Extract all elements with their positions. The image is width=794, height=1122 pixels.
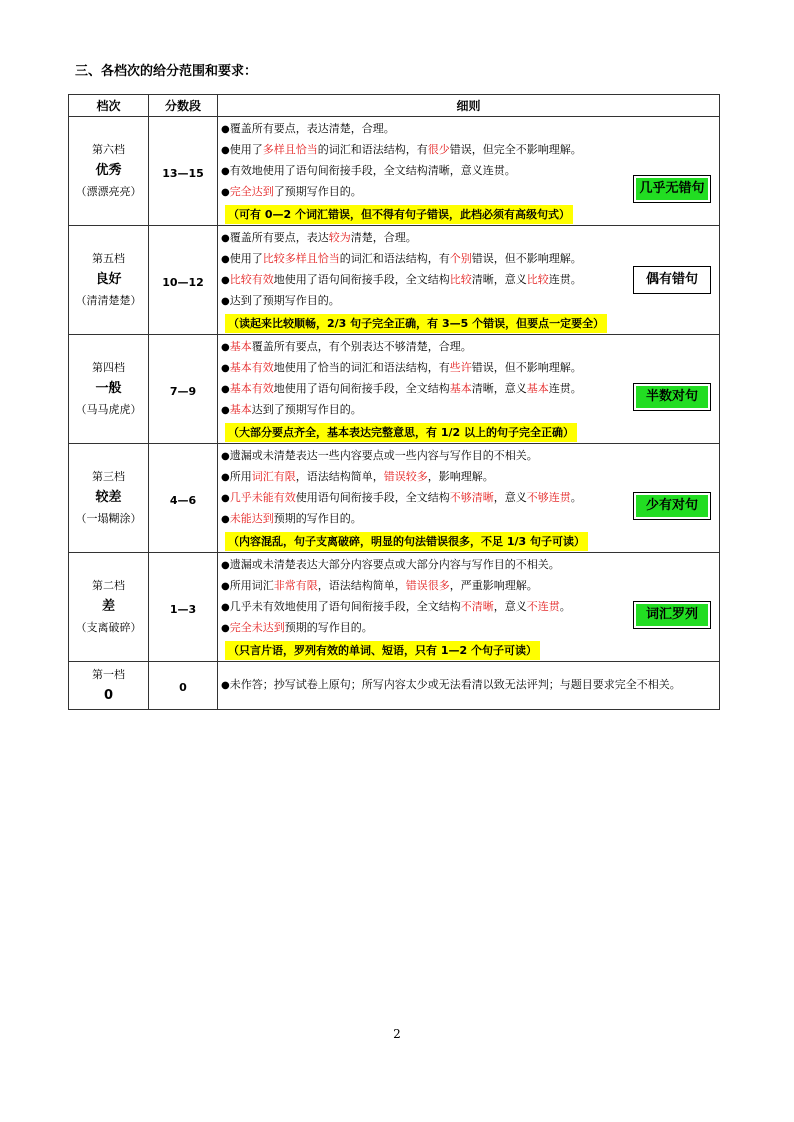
criterion-keyword: 错误较多: [383, 470, 428, 483]
grade-name: 差: [101, 599, 115, 614]
grade-number: 第三档: [92, 470, 125, 483]
criterion-line: [221, 446, 719, 467]
criterion-text: ，意义: [493, 600, 527, 613]
grade-name: 0: [103, 687, 114, 703]
table-row: [69, 553, 720, 662]
bullet-icon: ●: [221, 124, 230, 135]
tag-label: 偶有错句: [636, 269, 708, 291]
bullet-icon: ●: [221, 254, 230, 265]
grade-description: （马马虎虎）: [75, 403, 142, 416]
grade-description: （清清楚楚）: [75, 294, 142, 307]
grade-description: （漂漂亮亮）: [75, 185, 142, 198]
grade-description: （支离破碎）: [75, 621, 142, 634]
criterion-keyword: 很少: [427, 143, 450, 156]
criterion-keyword: 几乎未能有效: [229, 491, 296, 504]
bullet-icon: ●: [221, 363, 230, 374]
tag-label: 少有对句: [636, 495, 708, 517]
bullet-icon: ●: [221, 145, 230, 156]
detail-cell: [218, 444, 720, 553]
criterion-line: [221, 467, 719, 488]
sentence-quality-tag: [633, 601, 711, 629]
header-grade: 档次: [69, 95, 149, 117]
criterion-keyword: 多样且恰当: [262, 143, 318, 156]
highlighted-summary: （可有 0—2 个词汇错误，但不得有句子错误，此档必须有高级句式）: [225, 205, 573, 224]
grade-cell: [69, 335, 149, 444]
grade-cell: [69, 553, 149, 662]
criterion-text: 遗漏或未清楚表达一些内容要点或一些内容与写作目的不相关。: [229, 449, 538, 462]
criterion-keyword: 比较多样且恰当: [262, 252, 340, 265]
criterion-text: 错误，但不影响理解。: [471, 361, 582, 374]
grade-number: 第四档: [92, 361, 125, 374]
criterion-keyword: 比较: [449, 273, 472, 286]
criterion-text: 未作答；抄写试卷上原句；所写内容太少或无法看清以致无法评判；与题目要求完全不相关。: [229, 678, 681, 691]
score-range: 4—6: [169, 493, 197, 507]
grade-number: 第六档: [92, 143, 125, 156]
criterion-text: 地使用了恰当的词汇和语法结构，有: [273, 361, 450, 374]
criterion-text: 的词汇和语法结构，有: [339, 252, 450, 265]
grade-cell: [69, 226, 149, 335]
bullet-icon: ●: [221, 275, 230, 286]
criterion-text: 使用语句间衔接手段，全文结构: [295, 491, 450, 504]
bullet-icon: ●: [221, 451, 230, 462]
table-row: [69, 444, 720, 553]
bullet-icon: ●: [221, 342, 230, 353]
grade-name: 较差: [95, 490, 122, 505]
criterion-text: 达到了预期写作目的。: [251, 403, 362, 416]
grade-description: （一塌糊涂）: [75, 512, 142, 525]
criterion-text: 清晰，意义: [471, 273, 527, 286]
criterion-line: [221, 291, 719, 312]
table-row: [69, 117, 720, 226]
detail-cell: [218, 117, 720, 226]
criterion-line: [221, 119, 719, 140]
criterion-keyword: 基本有效: [229, 361, 274, 374]
criterion-keyword: 完全达到: [229, 185, 274, 198]
bullet-icon: ●: [221, 166, 230, 177]
criterion-keyword: 基本: [229, 403, 252, 416]
sentence-quality-tag: [633, 266, 711, 294]
highlighted-summary: （读起来比较顺畅，2/3 句子完全正确，有 3—5 个错误，但要点一定要全）: [225, 314, 607, 333]
criterion-text: 。: [570, 491, 582, 504]
rubric-table: [68, 94, 720, 710]
bullet-icon: ●: [221, 233, 230, 244]
sentence-quality-tag: [633, 383, 711, 411]
score-range: 13—15: [162, 166, 204, 180]
score-range: 0: [179, 681, 187, 694]
criterion-keyword: 比较有效: [229, 273, 274, 286]
criterion-keyword: 错误很多: [405, 579, 450, 592]
criterion-text: ，语法结构简单，: [295, 470, 384, 483]
criterion-text: 覆盖所有要点，有个别表达不够清楚，合理。: [251, 340, 472, 353]
tag-label: 半数对句: [636, 386, 708, 408]
bullet-icon: ●: [221, 384, 230, 395]
bullet-icon: ●: [221, 296, 230, 307]
criterion-keyword: 基本: [229, 340, 252, 353]
detail-cell: [218, 335, 720, 444]
criterion-text: 有效地使用了语句间衔接手段，全文结构清晰，意义连贯。: [229, 164, 516, 177]
bullet-icon: ●: [221, 405, 230, 416]
criterion-keyword: 些许: [449, 361, 472, 374]
bullet-icon: ●: [221, 493, 230, 504]
grade-cell: [69, 117, 149, 226]
header-score: 分数段: [149, 95, 218, 117]
criterion-keyword: 不连贯: [526, 600, 560, 613]
criterion-text: 覆盖所有要点，表达: [229, 231, 329, 244]
tag-label: 词汇罗列: [636, 604, 708, 626]
criterion-keyword: 个别: [449, 252, 472, 265]
criterion-text: 达到了预期写作目的。: [229, 294, 340, 307]
criterion-line: [221, 358, 719, 379]
criterion-text: ，影响理解。: [427, 470, 494, 483]
criterion-keyword: 不够清晰: [449, 491, 494, 504]
grade-cell: [69, 444, 149, 553]
grade-name: 一般: [95, 381, 122, 396]
tag-label: 几乎无错句: [636, 178, 708, 200]
grade-number: 第五档: [92, 252, 125, 265]
page-number: 2: [393, 1027, 401, 1041]
criterion-text: 所用词汇: [229, 579, 274, 592]
bullet-icon: ●: [221, 680, 230, 691]
score-cell: [149, 553, 218, 662]
sentence-quality-tag: [633, 175, 711, 203]
criterion-keyword: 基本: [449, 382, 472, 395]
criterion-keyword: 基本: [526, 382, 549, 395]
criterion-text: 覆盖所有要点，表达清楚，合理。: [229, 122, 395, 135]
score-range: 1—3: [169, 602, 197, 616]
score-cell: [149, 226, 218, 335]
bullet-icon: ●: [221, 187, 230, 198]
criterion-text: 清晰，意义: [471, 382, 527, 395]
table-row: [69, 226, 720, 335]
score-range: 7—9: [169, 384, 197, 398]
sentence-quality-tag: [633, 492, 711, 520]
score-cell: [149, 335, 218, 444]
criterion-text: 预期的写作目的。: [273, 512, 362, 525]
criterion-text: 地使用了语句间衔接手段，全文结构: [273, 382, 450, 395]
criterion-text: 的词汇和语法结构，有: [317, 143, 428, 156]
grade-number: 第二档: [92, 579, 125, 592]
criterion-text: 使用了: [229, 252, 263, 265]
criterion-line: [221, 140, 719, 161]
criterion-text: 。: [559, 600, 571, 613]
score-cell: [149, 444, 218, 553]
criterion-text: 使用了: [229, 143, 263, 156]
bullet-icon: ●: [221, 514, 230, 525]
criterion-keyword: 非常有限: [273, 579, 318, 592]
bullet-icon: ●: [221, 623, 230, 634]
criterion-keyword: 词汇有限: [251, 470, 296, 483]
criterion-text: 连贯。: [548, 382, 582, 395]
criterion-keyword: 较为: [328, 231, 351, 244]
criterion-keyword: 未能达到: [229, 512, 274, 525]
score-cell: [149, 662, 218, 710]
criterion-keyword: 不够连贯: [526, 491, 571, 504]
grade-cell: [69, 662, 149, 710]
header-detail: 细则: [218, 95, 720, 117]
criterion-text: 遗漏或未清楚表达大部分内容要点或大部分内容与写作目的不相关。: [229, 558, 560, 571]
highlighted-summary: （内容混乱，句子支离破碎，明显的句法错误很多，不足 1/3 句子可读）: [225, 532, 588, 551]
criterion-text: 错误，但不影响理解。: [471, 252, 582, 265]
criterion-line: [221, 337, 719, 358]
grade-number: 第一档: [92, 667, 125, 681]
highlighted-summary: （大部分要点齐全，基本表达完整意思，有 1/2 以上的句子完全正确）: [225, 423, 577, 442]
criterion-text: ，严重影响理解。: [449, 579, 538, 592]
criterion-text: 连贯。: [548, 273, 582, 286]
criterion-line: [221, 555, 719, 576]
table-row: [69, 335, 720, 444]
score-cell: [149, 117, 218, 226]
criterion-text: 了预期写作目的。: [273, 185, 362, 198]
highlighted-summary: （只言片语，罗列有效的单词、短语，只有 1—2 个句子可读）: [225, 641, 540, 660]
criterion-text: 预期的写作目的。: [284, 621, 373, 634]
score-range: 10—12: [162, 275, 204, 289]
criterion-text: 清楚，合理。: [350, 231, 417, 244]
table-header-row: [69, 95, 720, 117]
criterion-text: 错误，但完全不影响理解。: [449, 143, 582, 156]
bullet-icon: ●: [221, 581, 230, 592]
criterion-line: [221, 675, 719, 696]
criterion-text: ，语法结构简单，: [317, 579, 406, 592]
criterion-keyword: 不清晰: [460, 600, 494, 613]
criterion-line: [221, 228, 719, 249]
bullet-icon: ●: [221, 472, 230, 483]
table-row: [69, 662, 720, 710]
criterion-keyword: 基本有效: [229, 382, 274, 395]
criterion-text: 所用: [229, 470, 252, 483]
bullet-icon: ●: [221, 602, 230, 613]
criterion-line: [221, 576, 719, 597]
criterion-keyword: 比较: [526, 273, 549, 286]
grade-name: 优秀: [95, 163, 122, 178]
criterion-text: ，意义: [493, 491, 527, 504]
detail-cell: [218, 662, 720, 710]
grade-name: 良好: [95, 272, 122, 287]
bullet-icon: ●: [221, 560, 230, 571]
criterion-text: 地使用了语句间衔接手段，全文结构: [273, 273, 450, 286]
criterion-keyword: 完全未达到: [229, 621, 285, 634]
criterion-text: 几乎未有效地使用了语句间衔接手段，全文结构: [229, 600, 461, 613]
section-title: 三、各档次的给分范围和要求：: [75, 64, 258, 79]
detail-cell: [218, 553, 720, 662]
detail-cell: [218, 226, 720, 335]
